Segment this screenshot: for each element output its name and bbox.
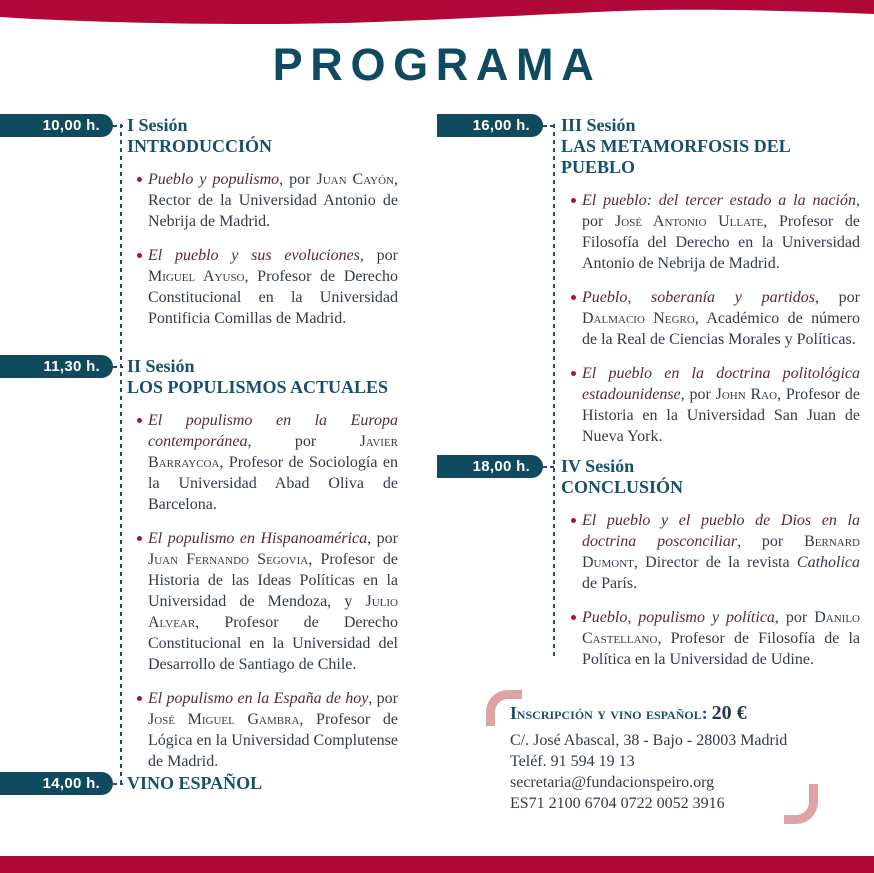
event-content: [561, 114, 860, 447]
talk-title: El populismo en Hispanoamérica: [148, 530, 368, 547]
program-item: [127, 528, 398, 675]
time-badge: 14,00 h.: [0, 772, 113, 795]
item-text-run: , Profesor de Derecho Constitucional en la Universidad del Desarrollo de Santiago de Chile.: [148, 614, 398, 673]
session-heading: LAS METAMORFOSIS DEL PUEBLO: [561, 136, 790, 177]
session-label: I Sesión: [127, 115, 188, 135]
bullet-dot-icon: [571, 615, 576, 620]
item-text: [148, 530, 398, 673]
item-text-run: de París.: [582, 575, 638, 592]
item-text-run: , Profesor de Derecho Constitucional en la Universidad Pontificia Comillas de Madrid.: [148, 268, 399, 327]
program-item: [561, 607, 860, 670]
program-item: [127, 688, 398, 772]
bracket-bottom-right-icon: [784, 784, 818, 824]
program-item: [127, 169, 398, 232]
program-item: [561, 287, 860, 350]
item-text-run: , Director de la revista: [633, 554, 797, 571]
item-text-run: , Profesor de Lógica en la Universidad Complutense de Madrid.: [148, 711, 398, 770]
item-text: [148, 171, 398, 230]
time-badge: 18,00 h.: [437, 455, 543, 478]
session-heading: INTRODUCCIÓN: [127, 136, 273, 156]
timeline-connector: [543, 125, 555, 127]
bullet-dot-icon: [571, 295, 576, 300]
bullet-dot-icon: [137, 696, 142, 701]
speaker-name: John Rao: [715, 386, 778, 403]
timeline-connector: [543, 466, 555, 468]
item-text-run: , por: [359, 247, 398, 264]
item-text: [582, 512, 860, 592]
item-text-run: , por: [737, 533, 805, 550]
inscription-price: 20 €: [711, 702, 747, 724]
item-text-run: , Profesor de Sociología en la Universidad Abad Oliva de Barcelona.: [148, 454, 398, 513]
item-text: [148, 412, 398, 513]
item-text: [582, 192, 860, 272]
timeline-connector: [113, 783, 123, 785]
item-text-run: , por: [774, 609, 815, 626]
timeline-connector: [113, 125, 123, 127]
bullet-dot-icon: [571, 518, 576, 523]
item-text-run: , por: [368, 690, 399, 707]
session-items: [561, 510, 860, 670]
session-items: [127, 410, 398, 772]
talk-title: Pueblo, soberanía y partidos: [582, 289, 815, 306]
bullet-dot-icon: [137, 536, 142, 541]
item-text-run: , Profesor de Historia en la Universidad San Juan de Nueva York.: [582, 386, 861, 445]
program-item: [561, 510, 860, 594]
item-text-run: , Académico de número de la Real de Ciencias Morales y Políticas.: [582, 310, 860, 348]
bullet-dot-icon: [137, 418, 142, 423]
item-text-run: , Profesor de Filosofía de la Política en la Universidad de Udine.: [582, 630, 860, 668]
contact-iban: ES71 2100 6704 0722 0052 3916: [510, 795, 725, 812]
item-text-run: , por: [814, 289, 861, 306]
program-item: [561, 190, 860, 274]
time-badge: 11,30 h.: [0, 355, 113, 378]
schedule-event: [0, 114, 436, 329]
schedule-event: [437, 114, 874, 447]
speaker-name: Juan Fernando Segovia: [148, 551, 309, 568]
bullet-dot-icon: [137, 177, 142, 182]
bullet-dot-icon: [571, 371, 576, 376]
bottom-band: [0, 856, 874, 873]
talk-title: Pueblo, populismo y política: [582, 609, 775, 626]
session-heading: CONCLUSIÓN: [561, 477, 684, 497]
session-label: II Sesión: [127, 356, 195, 376]
session-label: III Sesión: [561, 115, 636, 135]
item-text: [582, 365, 860, 445]
schedule-column-left: [0, 0, 436, 873]
bullet-dot-icon: [137, 253, 142, 258]
session-items: [127, 169, 398, 329]
speaker-name: Miguel Ayuso: [148, 268, 245, 285]
time-badge: 16,00 h.: [437, 114, 543, 137]
speaker-name: José Miguel Gambra: [148, 711, 300, 728]
talk-title: El pueblo: del tercer estado a la nación: [582, 192, 856, 209]
page-title: PROGRAMA: [272, 39, 602, 90]
program-item: [561, 363, 860, 447]
item-text-run: , Profesor de Historia de las Ideas Políticas en la Universidad de Mendoza, y: [148, 551, 398, 610]
speaker-name: José Antonio Ullate: [615, 213, 764, 230]
talk-title: El pueblo en la doctrina politológica estadounidense: [582, 365, 860, 403]
talk-title: El populismo en la España de hoy: [148, 690, 369, 707]
item-text-run: , Profesor de Filosofía del Derecho en la Universidad Antonio de Nebrija de Madrid.: [582, 213, 861, 272]
item-text-run: , por: [279, 171, 317, 188]
program-item: [127, 245, 398, 329]
speaker-name: Julio Alvear: [148, 593, 398, 631]
event-content: [127, 772, 398, 794]
item-text: [148, 247, 398, 327]
item-text-run: , por: [247, 433, 360, 450]
talk-title: El populismo en la Europa contemporánea: [148, 412, 398, 450]
contact-address: C/. José Abascal, 38 - Bajo - 28003 Madrid: [510, 732, 788, 749]
speaker-name: Javier Barraycoa: [148, 433, 398, 471]
item-text: [148, 690, 398, 770]
contact-email: secretaria@fundacionspeiro.org: [510, 774, 715, 791]
talk-title: El pueblo y sus evoluciones: [148, 247, 360, 264]
speaker-name: Dalmacio Negro: [582, 310, 695, 327]
item-text: [582, 289, 860, 348]
schedule-event: [0, 772, 436, 794]
bullet-dot-icon: [571, 198, 576, 203]
speaker-name: Danilo Castellano: [582, 609, 860, 647]
item-text-run: , por: [680, 386, 716, 403]
event-content: [127, 114, 398, 329]
session-heading: VINO ESPAÑOL: [127, 773, 263, 793]
contact-details: [510, 730, 787, 814]
program-item: [127, 410, 398, 515]
schedule-event: [437, 455, 874, 670]
item-text-run: , por: [582, 192, 860, 230]
session-items: [561, 190, 860, 447]
talk-title: El pueblo y el pueblo de Dios en la doctrina posconciliar: [582, 512, 860, 550]
item-text-run: Catholica: [796, 554, 860, 571]
session-heading: LOS POPULISMOS ACTUALES: [127, 377, 389, 397]
session-label: IV Sesión: [561, 456, 635, 476]
item-text-run: , por: [367, 530, 399, 547]
inscription-block: [488, 690, 830, 830]
item-text-run: , Rector de la Universidad Antonio de Nebrija de Madrid.: [148, 171, 398, 230]
talk-title: Pueblo y populismo: [148, 171, 280, 188]
timeline-connector: [113, 366, 123, 368]
schedule-event: [0, 355, 436, 772]
event-content: [561, 455, 860, 670]
item-text: [582, 609, 860, 668]
speaker-name: Juan Cayón: [316, 171, 394, 188]
speaker-name: Bernard Dumont: [582, 533, 860, 571]
time-badge: 10,00 h.: [0, 114, 113, 137]
event-content: [127, 355, 398, 772]
inscription-label: Inscripción y vino español:: [510, 703, 708, 723]
inscription-heading: [510, 702, 747, 725]
contact-phone: Teléf. 91 594 19 13: [510, 753, 635, 770]
